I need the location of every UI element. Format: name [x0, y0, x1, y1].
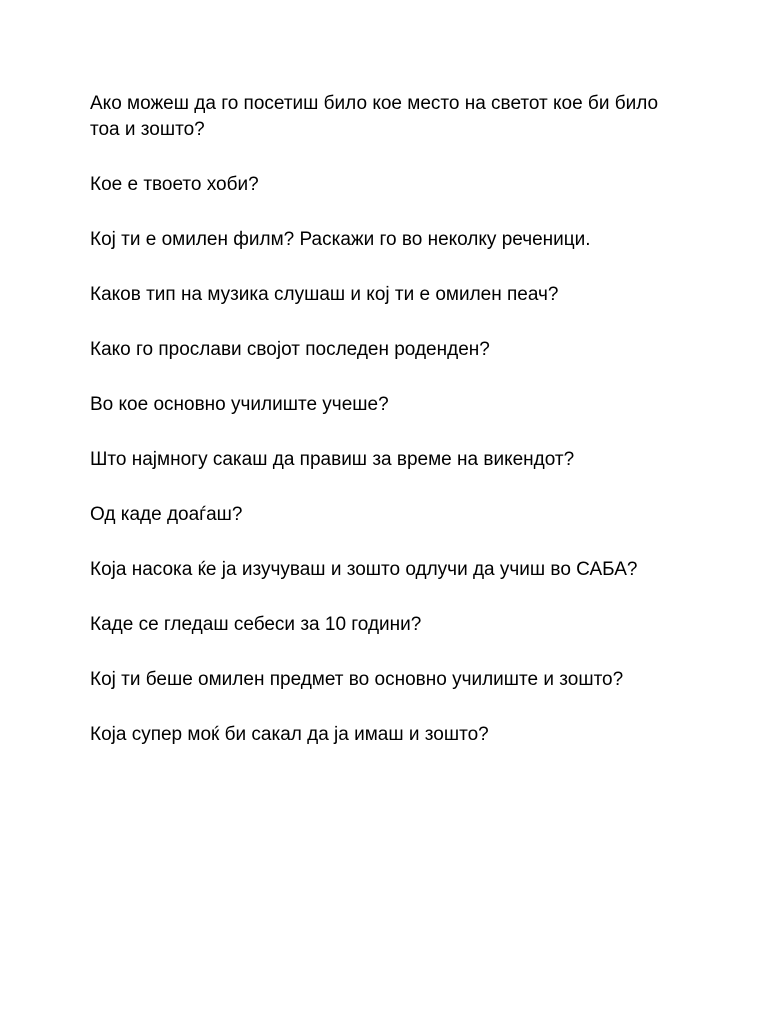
question-item: Ако можеш да го посетиш било кое место на светот кое би било тоа и зошто?	[90, 93, 659, 140]
question-item: Како го прослави својот последен роденден?	[90, 339, 490, 360]
question-item: Од каде доаѓаш?	[90, 504, 243, 525]
question-item: Која супер моќ би сакал да ја имаш и зошто?	[90, 724, 489, 745]
question-item: Кој ти беше омилен предмет во основно училиште и зошто?	[90, 669, 624, 690]
question-item: Каде се гледаш себеси за 10 години?	[90, 614, 422, 635]
question-item: Во кое основно училиште учеше?	[90, 394, 389, 415]
question-item: Каков тип на музика слушаш и кој ти е омилен пеач?	[90, 284, 559, 305]
question-item: Што најмногу сакаш да правиш за време на викендот?	[90, 449, 575, 470]
question-item: Кој ти е омилен филм? Раскажи го во неколку реченици.	[90, 229, 591, 250]
question-list	[90, 91, 690, 777]
question-item: Која насока ќе ја изучуваш и зошто одлучи да учиш во САБА?	[90, 559, 638, 580]
question-item: Кое е твоето хоби?	[90, 174, 259, 195]
